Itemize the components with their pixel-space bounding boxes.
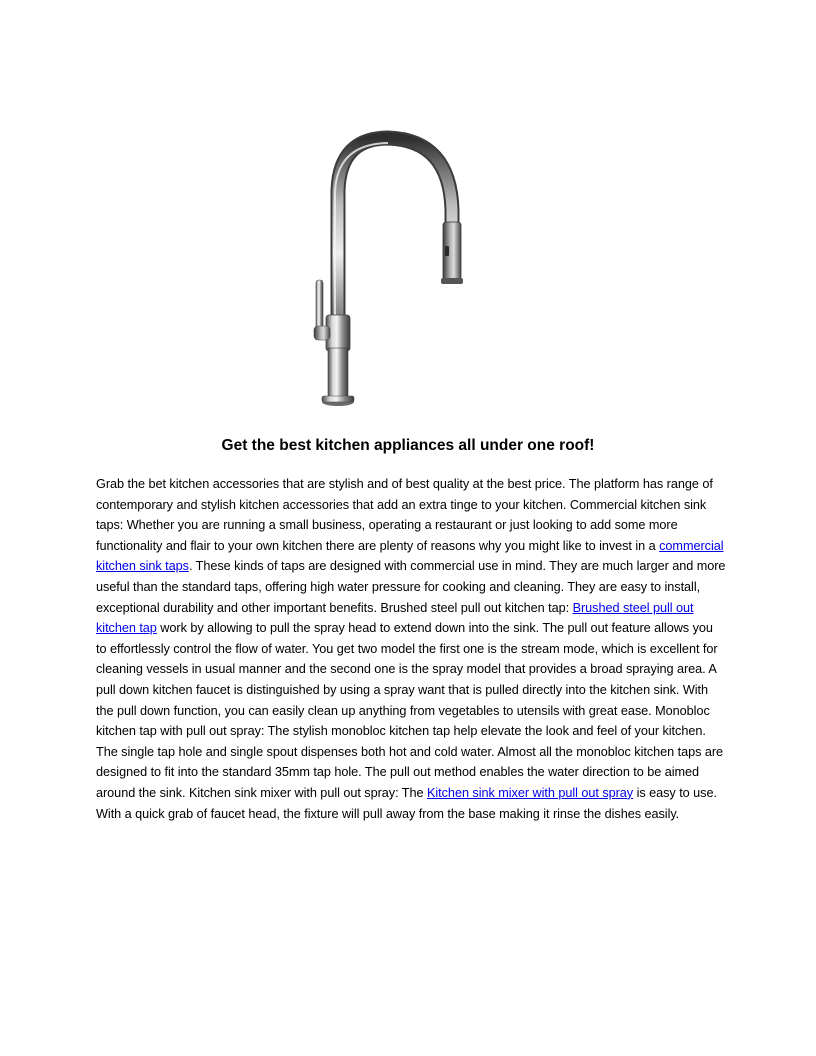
body-text-part-1: Grab the bet kitchen accessories that are stylish and of best quality at the best price. The platform has range of contemporary and stylish kitchen accessories that add an extra tinge to your kitchen. Commercial kitchen sink taps: Whether you are running a small business, operating a restaurant or just looking to add some more functionality and flair to your own kitchen there are plenty of reasons why you might like to invest in a [96,477,713,553]
commercial-kitchen-sink-taps-link[interactable]: commercial kitchen sink taps [96,538,724,574]
pull-down-kitchen-faucet-image [300,130,470,410]
body-text-part-3: work by allowing to pull the spray head to extend down into the sink. The pull out feature allows you to effortlessly control the flow of water. You get two model the first one is the stream mode, which is excellent for cleaning vessels in usual manner and the second one is the spray model that provides a broad spraying area. A pull down kitchen faucet is distinguished by using a spray want that is pulled directly into the kitchen sink. With the pull down function, you can easily clean up anything from vegetables to utensils with great ease. Monobloc kitchen tap with pull out spray: The stylish monobloc kitchen tap help elevate the look and feel of your kitchen. The single tap hole and single spout dispenses both hot and cold water. Almost all the monobloc kitchen taps are designed to fit into the standard 35mm tap hole. The pull out method enables the water direction to be aimed around the sink. Kitchen sink mixer with pull out spray: The [96,621,724,800]
page-title: Get the best kitchen appliances all under one roof! [221,437,595,454]
body-text-part-2: . These kinds of taps are designed with commercial use in mind. They are much larger and more useful than the standard taps, offering high water pressure for cooking and cleaning. They are easy to install, exceptional durability and other important benefits. Brushed steel pull out kitchen tap: [96,559,726,615]
body-text-part-4: is easy to use. With a quick grab of faucet head, the fixture will pull away from the base making it rinse the dishes easily. [96,785,717,821]
brushed-steel-pull-out-tap-link[interactable]: Brushed steel pull out kitchen tap [96,600,694,636]
body-paragraph [96,474,726,824]
faucet-image [300,130,470,410]
kitchen-sink-mixer-link[interactable]: Kitchen sink mixer with pull out spray [426,785,634,800]
